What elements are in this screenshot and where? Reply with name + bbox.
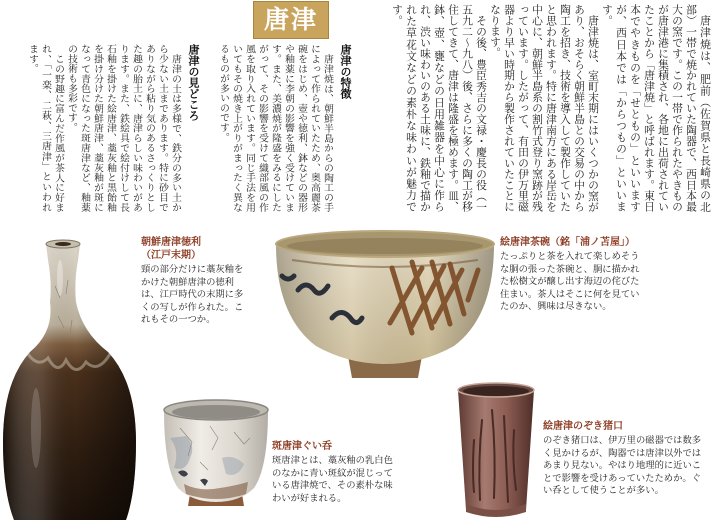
guinomi-cup-photo [160,398,272,510]
tokkuri-caption [141,236,245,327]
intro-text-block [380,4,712,212]
nozoki-choko-photo [452,380,540,524]
tokkuri-caption-period: （江戸末期） [141,250,201,261]
tea-bowl-caption [500,236,645,314]
nozoki-choko-caption-text: のぞき猪口は、伊万里の磁器では数多く見かけるが、陶器では唐津以外ではあまり見ない。やはり地理的に近いことで影響を受けあっていたためか。ぐい呑として使うことが多い。 [543,435,702,496]
nozoki-choko-caption [543,420,707,498]
guinomi-caption-title: 斑唐津ぐい呑 [272,441,332,452]
tea-bowl-photo [272,228,498,380]
highlights-text-block [8,44,200,212]
highlights-paragraph: この野趣に富んだ作風が茶人に好まれ、「一楽、二萩、三唐津」といわれます。 [27,44,64,212]
features-text-block [206,44,352,212]
intro-paragraph: 唐津焼は、肥前（佐賀県と長崎県の北部）一帯で焼かれていた陶器で、西日本最大の窯です。この一帯で作られたやきものが唐津港に集積され、各地に出荷されていたことから「唐津焼」と呼ばれます。東日本でやきものを「せともの」といいますが、西日本では「からつもの」といいます。 [601,4,712,212]
highlights-paragraph: 唐津の土は多様で、鉄分の多い土から少ない土まであります。特に砂目でありながら粘り気のあるさっくりとした趣の胎土に、唐津らしい味わいがあります。また、鉄絵具で絵付けして長石釉を掛けた絵唐津、藁灰釉と黒飴釉を掛け分けた朝鮮唐津、藁灰釉が斑になって青色になった斑唐津など、釉薬の技術も多彩です。 [66,44,181,212]
guinomi-caption [272,440,394,505]
tea-bowl-caption-title: 絵唐津茶碗（銘「浦ノ苫屋」） [500,237,635,248]
tokkuri-caption-text: 頸の部分だけに藁灰釉をかけた朝鮮唐津の徳利は、江戸時代の末期に多くの写しが作られた。これもその一つか。 [141,264,244,325]
features-paragraph: 唐津焼は、朝鮮半島からの陶工の手によって作られていたため、奥高麗茶碗をはじめ、壺や徳利、鉢などの器形や釉薬に李朝の影響を強く受けています。また、美濃焼が隆盛をみるにしたがって、その影響を受けて織部風の作風を取り入れています。同じ手法を用いてもその焼き上がりがまったく異なるものが多いのです。 [218,44,333,212]
tokkuri-caption-title: 朝鮮唐津徳利 [141,237,201,248]
tea-bowl-caption-text: たっぷりと茶を入れて楽しめそうな胴の張った茶碗と、胴に描かれた松樹文が醸し出す海辺の侘びた住まい。茶人はそこに何を見ていたのか、興味は尽きない。 [500,251,640,312]
tokkuri-bottle-photo [0,236,140,525]
intro-paragraph: その後、豊臣秀吉の文禄・慶長の役（一五九二〜九八）後、さらに多くの陶工が移住してきて、唐津は隆盛を極めます。皿、鉢、壺、甕などの日用雑器を中心に作られ、渋い味わいのある土味に、鉄釉で描かれた草花文などの素朴な味わいが魅力です。 [391,4,488,212]
nozoki-choko-caption-title: 絵唐津のぞき猪口 [543,421,623,432]
intro-paragraph: 唐津焼は、室町末期にはいくつかの窯があり、おそらく朝鮮半島との交易の中から陶工を招き、技術を導入して製作していたと思われます。特に唐津南方にある岸岳を中心に、朝鮮半島系の割竹式登り窯跡が残っています。したがって、有田の伊万里磁器より早い時期から製作されていたことになります。 [489,4,600,212]
features-heading: 唐津の特徴 [339,44,352,99]
article-title: 唐津 [253,1,329,39]
guinomi-caption-text: 斑唐津とは、藁灰釉の乳白色のなかに青い斑紋が混じっている唐津焼で、その素朴な味わいが好まれる。 [272,455,393,504]
highlights-heading: 唐津の見どころ [187,44,200,121]
